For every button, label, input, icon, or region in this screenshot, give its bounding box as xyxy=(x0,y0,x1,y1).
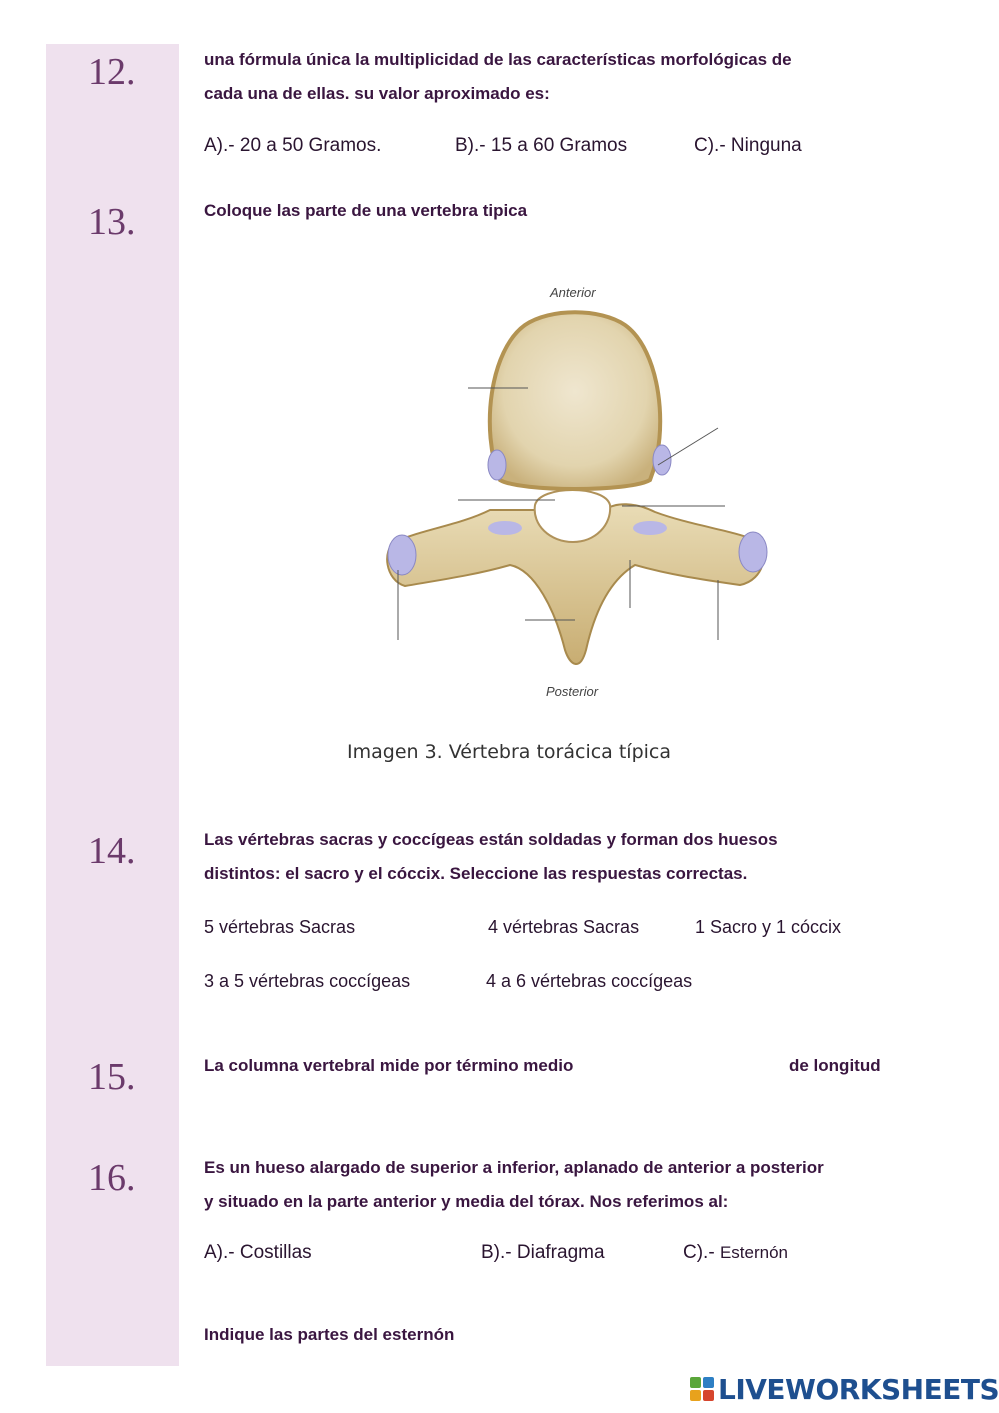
question-14-text-line1: Las vértebras sacras y coccígeas están soldadas y forman dos huesos xyxy=(204,830,778,849)
question-number-15: 15. xyxy=(88,1056,136,1098)
question-16-option-b[interactable]: B).- Diafragma xyxy=(481,1242,605,1263)
figure-caption: Imagen 3. Vértebra torácica típica xyxy=(347,741,672,763)
question-14-option-4[interactable]: 3 a 5 vértebras coccígeas xyxy=(204,971,411,991)
question-15-text-before: La columna vertebral mide por término medio xyxy=(204,1056,574,1075)
question-16-text-line1: Es un hueso alargado de superior a inferior, aplanado de anterior a posterior xyxy=(204,1158,824,1177)
question-14-option-5[interactable]: 4 a 6 vértebras coccígeas xyxy=(486,971,693,991)
question-12-option-a[interactable]: A).- 20 a 50 Gramos. xyxy=(204,135,382,156)
question-number-12: 12. xyxy=(88,51,136,93)
costal-facet-left xyxy=(488,450,506,480)
question-number-14: 14. xyxy=(88,830,136,872)
question-14-option-2[interactable]: 4 vértebras Sacras xyxy=(488,917,640,937)
question-16-option-c-value: Esternón xyxy=(719,1243,788,1262)
question-14-text-line2: distintos: el sacro y el cóccix. Seleccione las respuestas correctas. xyxy=(204,864,748,883)
transverse-facet-left xyxy=(388,535,416,575)
question-16-option-c-prefix: C).- xyxy=(683,1242,720,1263)
question-14-option-3[interactable]: 1 Sacro y 1 cóccix xyxy=(695,917,842,937)
vertebral-body xyxy=(490,312,660,489)
question-13-text: Coloque las parte de una vertebra tipica xyxy=(204,201,528,220)
question-12-text-line2: cada una de ellas. su valor aproximado es: xyxy=(204,84,550,103)
question-16-option-c[interactable] xyxy=(683,1242,788,1264)
label-anterior: Anterior xyxy=(550,285,596,300)
question-12-option-b[interactable]: B).- 15 a 60 Gramos xyxy=(455,135,628,156)
question-12-option-c[interactable]: C).- Ninguna xyxy=(694,135,802,156)
logo-text: LIVEWORKSHEETS xyxy=(718,1372,999,1406)
question-12-text-line1: una fórmula única la multiplicidad de las características morfológicas de xyxy=(204,50,792,69)
question-15-text-after: de longitud xyxy=(789,1056,881,1075)
articular-facet-left xyxy=(488,521,522,535)
question-16-option-a[interactable]: A).- Costillas xyxy=(204,1242,312,1263)
question-number-13: 13. xyxy=(88,201,136,243)
liveworksheets-logo xyxy=(690,1374,999,1404)
vertebra-figure xyxy=(360,280,790,720)
articular-facet-right xyxy=(633,521,667,535)
question-16-text-line2: y situado en la parte anterior y media del tórax. Nos referimos al: xyxy=(204,1192,729,1211)
logo-icon xyxy=(690,1377,714,1401)
transverse-facet-right xyxy=(739,532,767,572)
label-posterior: Posterior xyxy=(546,684,599,699)
costal-facet-right xyxy=(653,445,671,475)
question-15-answer-blank[interactable] xyxy=(640,1054,780,1080)
question-14-option-1[interactable]: 5 vértebras Sacras xyxy=(204,917,356,937)
question-number-16: 16. xyxy=(88,1157,136,1199)
question-16-followup: Indique las partes del esternón xyxy=(204,1325,455,1344)
